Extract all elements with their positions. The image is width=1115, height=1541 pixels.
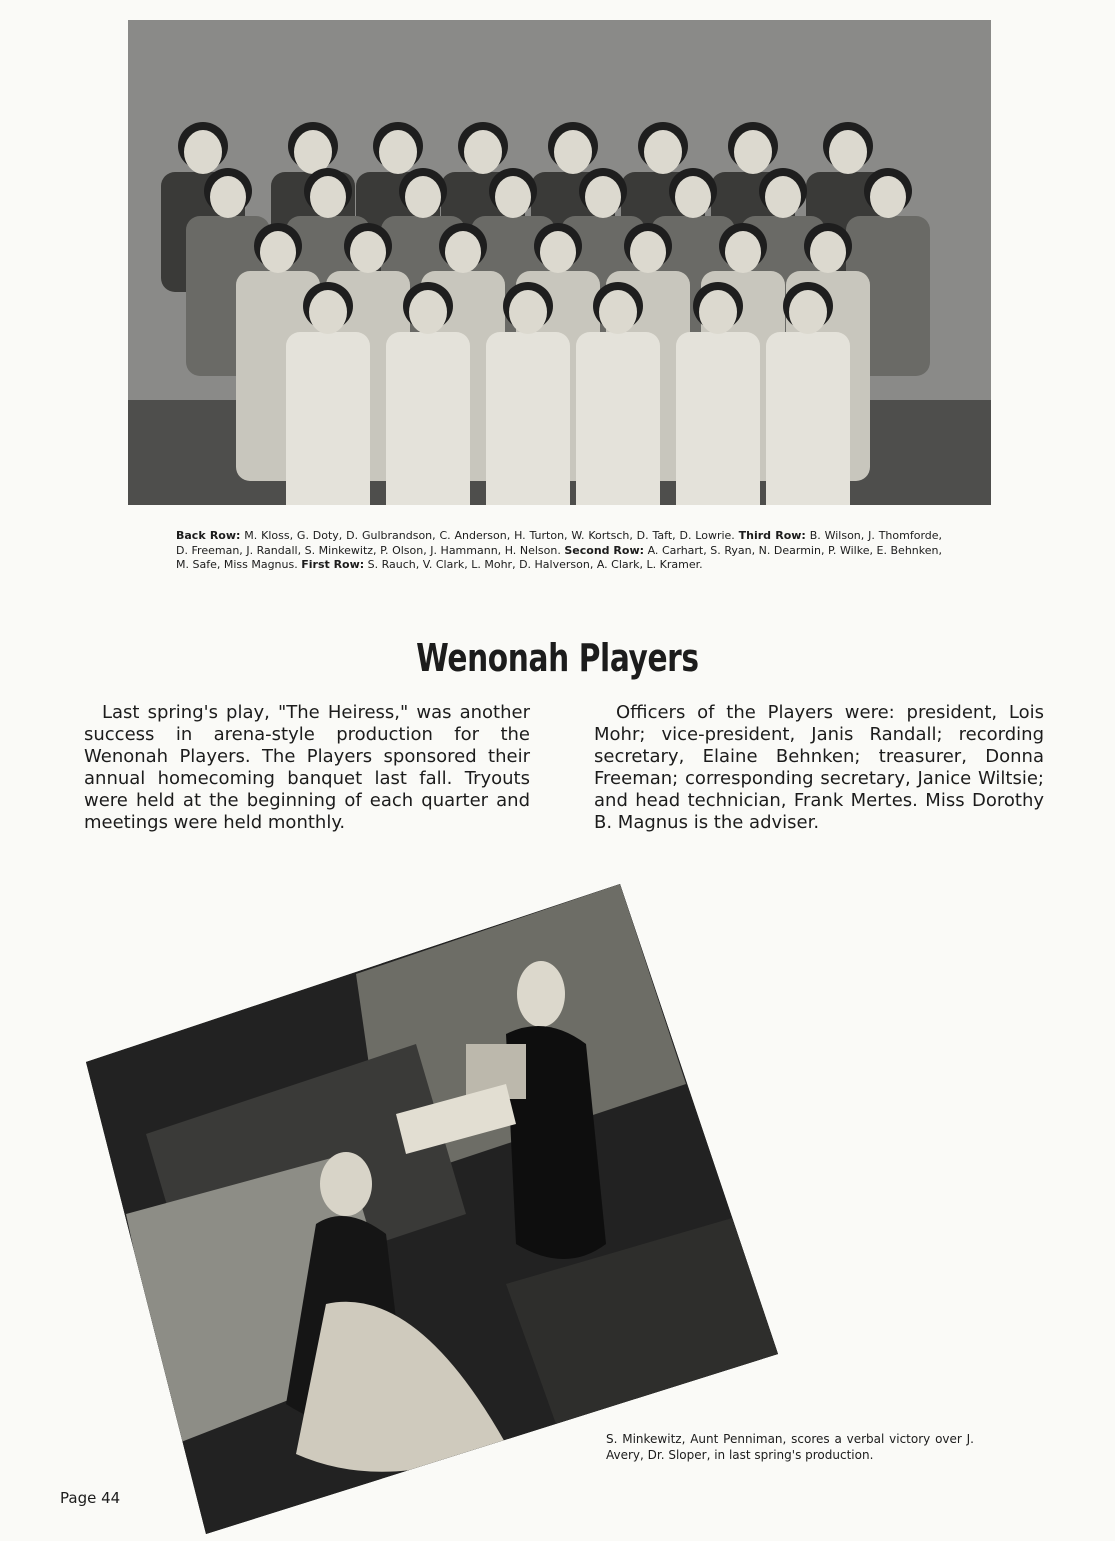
first-row-label: First Row:: [301, 558, 365, 571]
group-photo-caption: [176, 529, 942, 573]
third-row-label: Third Row:: [738, 529, 806, 542]
back-row-label: Back Row:: [176, 529, 241, 542]
second-row-names: A. Carhart, S. Ryan, N. Dearmin, P. Wilke, E. Behnken, M. Safe, Miss Magnus.: [176, 543, 942, 571]
page-title: Wenonah Players: [416, 636, 699, 680]
first-row-names: S. Rauch, V. Clark, L. Mohr, D. Halverson, A. Clark, L. Kramer.: [364, 558, 703, 571]
third-row-names: B. Wilson, J. Thomforde, D. Freeman, J. Randall, S. Minkewitz, P. Olson, J. Hammann, H. Nelson.: [176, 529, 943, 557]
scene-photo-caption: S. Minkewitz, Aunt Penniman, scores a verbal victory over J. Avery, Dr. Sloper, in last spring's production.: [606, 1432, 974, 1462]
back-row-names: M. Kloss, G. Doty, D. Gulbrandson, C. Anderson, H. Turton, W. Kortsch, D. Taft, D. Lowrie.: [240, 529, 739, 542]
group-photo: [128, 20, 991, 505]
body-text-left: Last spring's play, "The Heiress," was another success in arena-style production for the Wenonah Players. The Players sponsored their annual homecoming banquet last fall. Tryouts were held at the beginning of each quarter and meetings were held monthly.: [84, 702, 530, 833]
second-row-label: Second Row:: [564, 543, 645, 557]
body-text-right: Officers of the Players were: president, Lois Mohr; vice-president, Janis Randall; recording secretary, Elaine Behnken; treasurer, Donna Freeman; corresponding secretary, Janice Wiltsie; and head technician, Frank Mertes. Miss Dorothy B. Magnus is the adviser.: [594, 702, 1044, 833]
page-number: Page 44: [60, 1489, 121, 1507]
